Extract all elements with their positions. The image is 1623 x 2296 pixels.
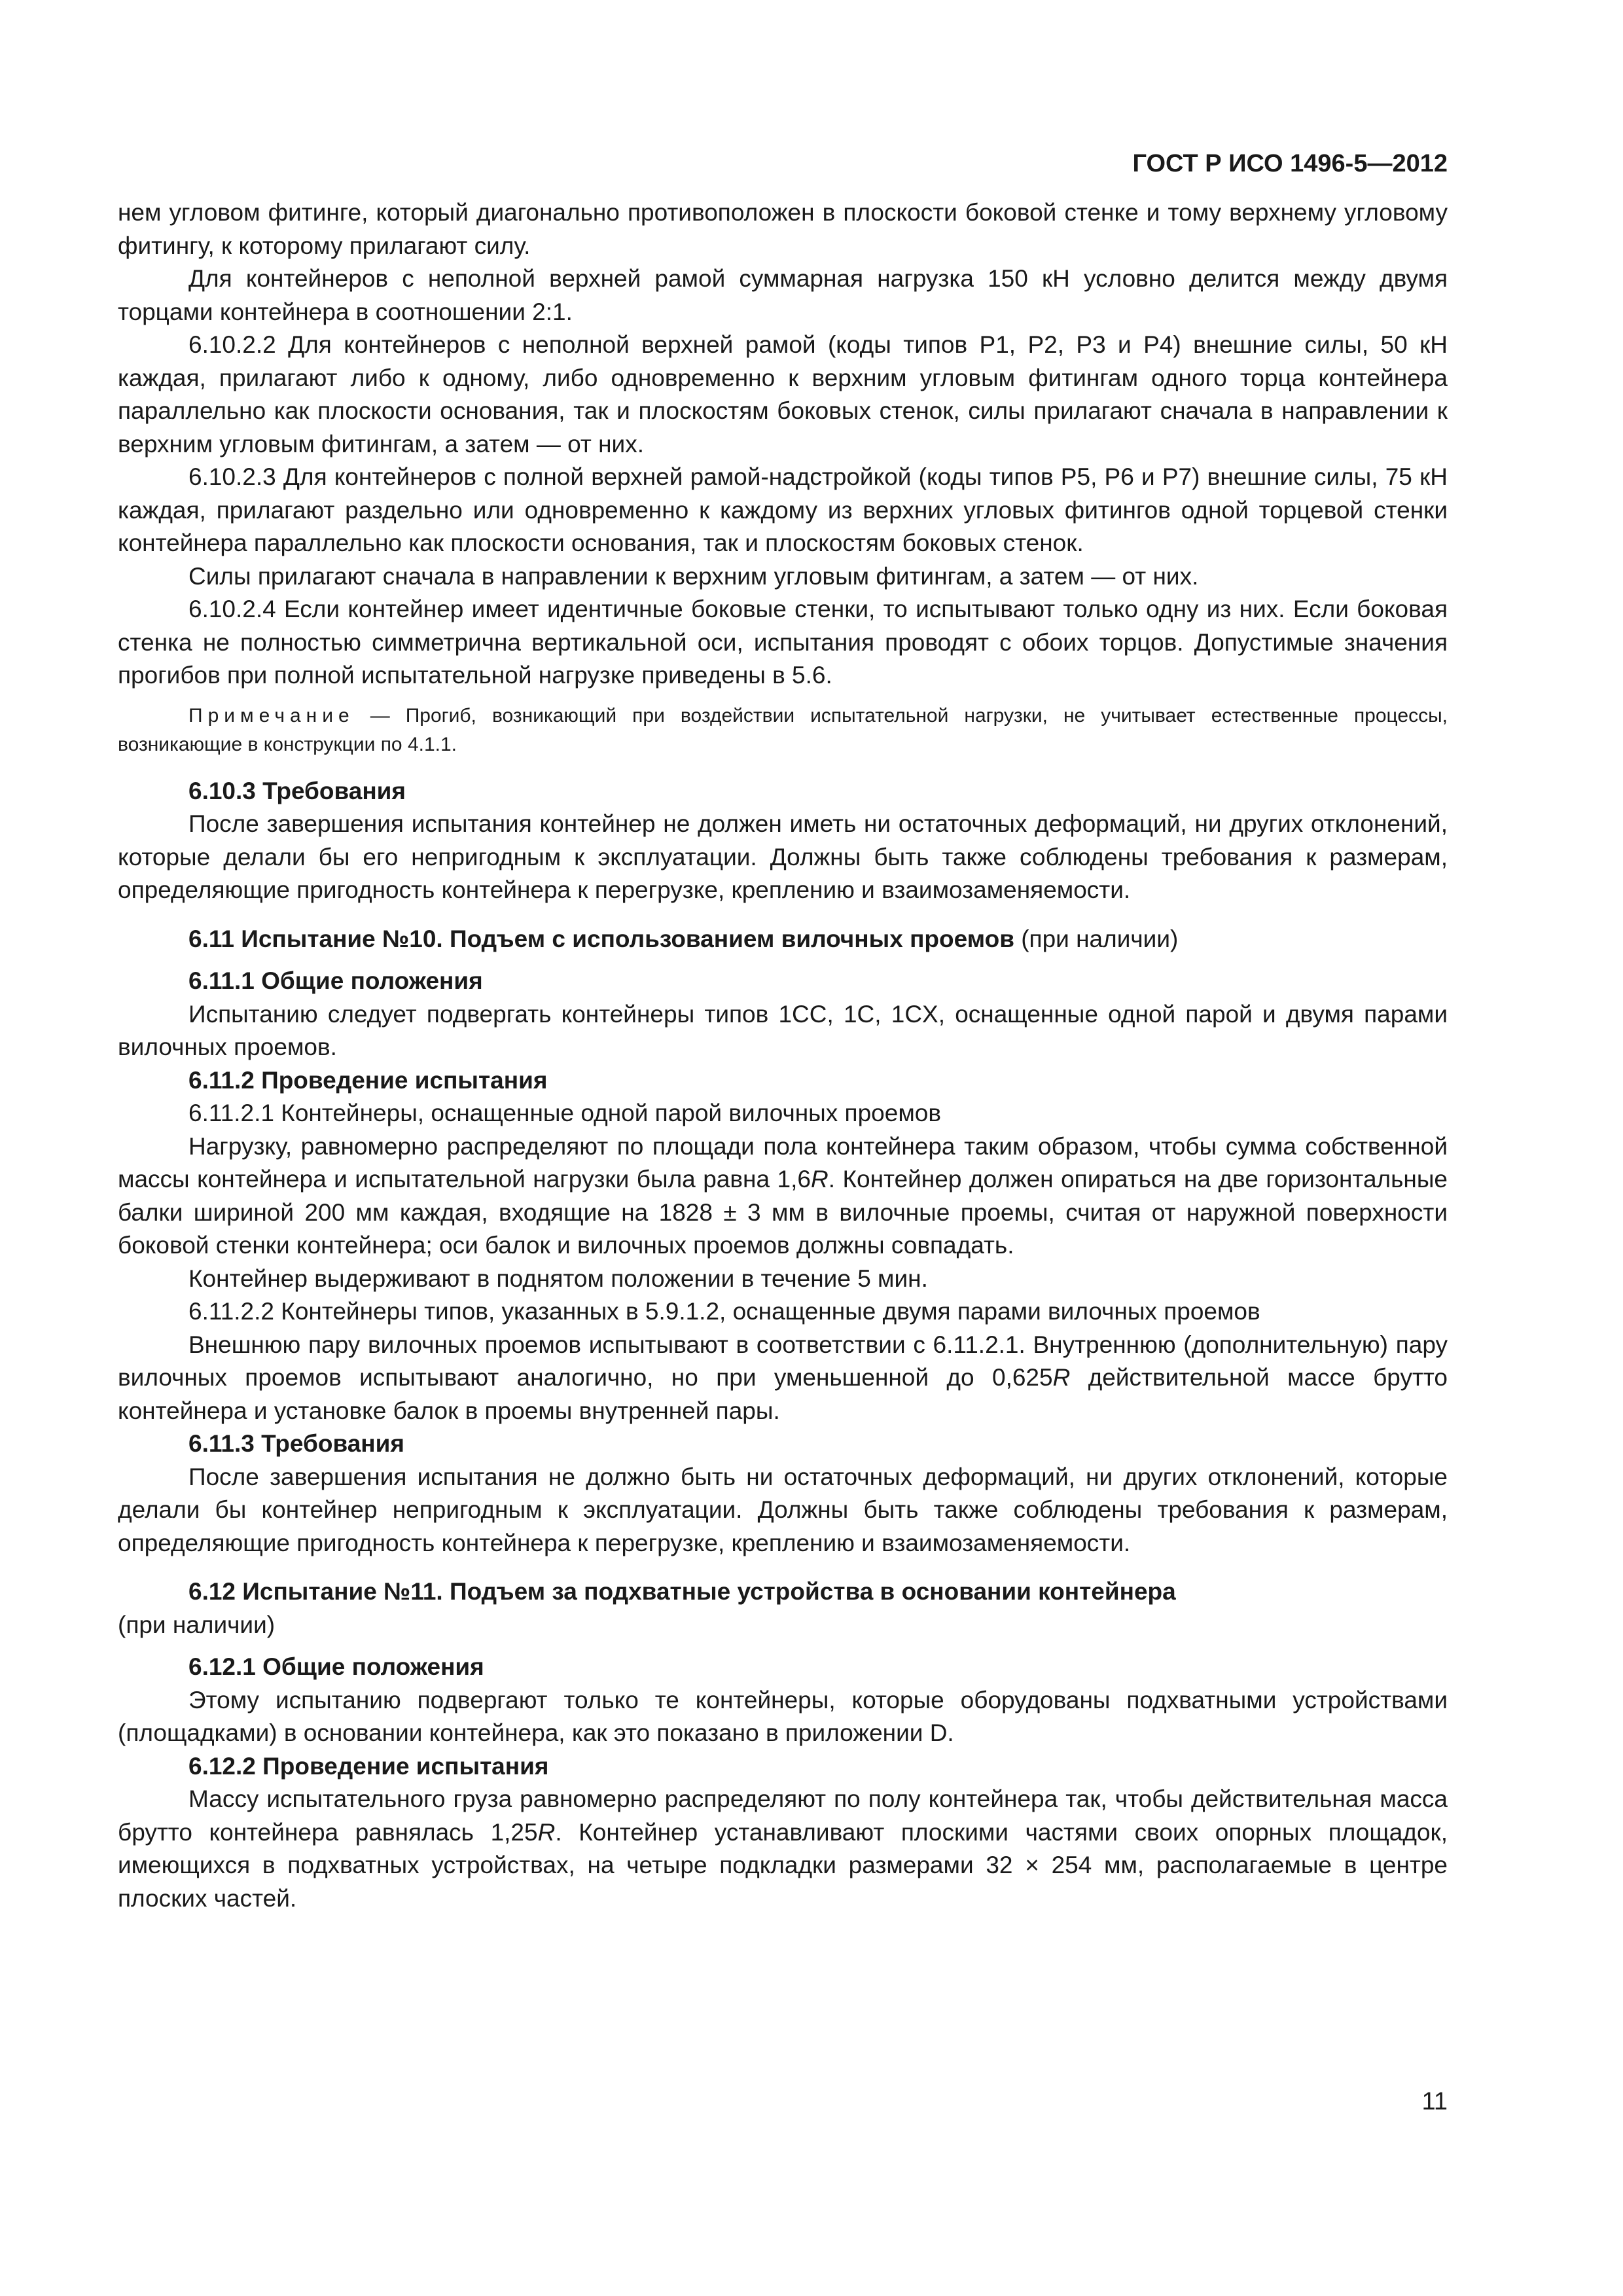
page-number: 11: [1421, 2088, 1448, 2115]
symbol-r: R: [1052, 1364, 1071, 1391]
document-body: [118, 196, 1448, 1915]
paragraph: Для контейнеров с неполной верхней рамой суммарная нагрузка 150 кН условно делится между двумя торцами контейнера в соотношении 2:1.: [118, 265, 1448, 325]
paragraph: 6.10.2.2 Для контейнеров с неполной верхней рамой (коды типов P1, P2, P3 и P4) внешние силы, 50 кН каждая, прилагают либо к одному, либо одновременно к верхним угловым фитингам одного торца контейнера параллельно как плоскости основания, так и плоскостям боковых стенок, силы прилагают сначала в направлении к верхним угловым фитингам, а затем — от них.: [118, 331, 1448, 457]
symbol-r: R: [537, 1818, 556, 1846]
section-heading: 6.11.2 Проведение испытания: [188, 1066, 548, 1094]
text-run: Массу испытательного груза равномерно распределяют по полу контейнера так, чтобы действительная масса брутто контейнера равнялась 1,25: [118, 1785, 1448, 1846]
section-heading: 6.12.1 Общие положения: [188, 1653, 484, 1680]
section-heading: 6.10.3 Требования: [188, 777, 406, 804]
section-heading: 6.12.2 Проведение испытания: [188, 1752, 549, 1780]
paragraph: [118, 1329, 1448, 1428]
paragraph: [118, 1783, 1448, 1915]
paragraph: Этому испытанию подвергают только те контейнеры, которые оборудованы подхватными устройствами (площадками) в основании контейнера, как это показано в приложении D.: [118, 1686, 1448, 1746]
text-run: Нагрузку, равномерно распределяют по площади пола контейнера таким образом, чтобы сумма собственной массы контейнера и испытательной нагрузки была равна 1,6: [118, 1132, 1448, 1193]
section-heading-title: 6.12 Испытание №11. Подъем за подхватные устройства в основании контейнера: [188, 1578, 1176, 1605]
note-label: Примечание: [188, 704, 355, 726]
section-heading: [118, 1575, 1448, 1641]
symbol-r: R: [810, 1166, 829, 1193]
document-header: ГОСТ Р ИСО 1496-5—2012: [1132, 150, 1448, 177]
section-heading: 6.11.1 Общие положения: [188, 967, 483, 994]
paragraph: нем угловом фитинге, который диагонально противоположен в плоскости боковой стенке и тому верхнему угловому фитингу, к которому прилагают силу.: [118, 199, 1448, 259]
note: [118, 702, 1448, 759]
paragraph: 6.11.2.2 Контейнеры типов, указанных в 5.9.1.2, оснащенные двумя парами вилочных проемов: [188, 1298, 1260, 1325]
text-run: Внешнюю пару вилочных проемов испытывают в соответствии с 6.11.2.1. Внутреннюю (дополнительную) пару вилочных проемов испытывают аналогично, но при уменьшенной до 0,625: [118, 1331, 1448, 1391]
text-run: . Контейнер устанавливают плоскими частями своих опорных площадок, имеющихся в подхватных устройствах, на четыре подкладки размерами 32 × 254 мм, располагаемые в центре плоских частей.: [118, 1818, 1448, 1912]
section-heading-title: 6.11 Испытание №10. Подъем с использованием вилочных проемов: [188, 925, 1014, 952]
note-text: — Прогиб, возникающий при воздействии испытательной нагрузки, не учитывает естественные процессы, возникающие в конструкции по 4.1.1.: [118, 704, 1448, 755]
text-run: действительной массе брутто контейнера и установке балок в проемы внутренней пары.: [118, 1364, 1448, 1424]
paragraph: [118, 1130, 1448, 1263]
section-heading: [118, 923, 1448, 956]
paragraph: Контейнер выдерживают в поднятом положении в течение 5 мин.: [188, 1265, 928, 1292]
paragraph: Силы прилагают сначала в направлении к верхним угловым фитингам, а затем — от них.: [188, 562, 1199, 590]
text-run: . Контейнер должен опираться на две горизонтальные балки шириной 200 мм каждая, входящие на 1828 ± 3 мм в вилочные проемы, считая от наружной поверхности боковой стенки контейнера; оси балок и вилочных проемов должны совпадать.: [118, 1166, 1448, 1259]
paragraph: 6.11.2.1 Контейнеры, оснащенные одной парой вилочных проемов: [188, 1100, 941, 1126]
section-heading: 6.11.3 Требования: [188, 1430, 404, 1457]
paragraph: 6.10.2.3 Для контейнеров с полной верхней рамой-надстройкой (коды типов P5, P6 и P7) внешние силы, 75 кН каждая, прилагают раздельно или одновременно к каждому из верхних угловых фитингов одной торцевой стенки контейнера параллельно как плоскости основания, так и плоскостям боковых стенок.: [118, 463, 1448, 556]
paragraph: Испытанию следует подвергать контейнеры типов 1CC, 1C, 1CX, оснащенные одной парой и двумя парами вилочных проемов.: [118, 1000, 1448, 1060]
paragraph: 6.10.2.4 Если контейнер имеет идентичные боковые стенки, то испытывают только одну из них. Если боковая стенка не полностью симметрична вертикальной оси, испытания проводят с обоих торцов. Допустимые значения прогибов при полной испытательной нагрузке приведены в 5.6.: [118, 596, 1448, 689]
section-heading-qualifier: (при наличии): [118, 1611, 276, 1638]
paragraph: После завершения испытания не должно быть ни остаточных деформаций, ни других отклонений, которые делали бы контейнер непригодным к эксплуатации. Должны быть также соблюдены требования к размерам, определяющие пригодность контейнера к перегрузке, креплению и взаимозаменяемости.: [118, 1463, 1448, 1556]
paragraph: После завершения испытания контейнер не должен иметь ни остаточных деформаций, ни других отклонений, которые делали бы его непригодным к эксплуатации. Должны быть также соблюдены требования к размерам, определяющие пригодность контейнера к перегрузке, креплению и взаимозаменяемости.: [118, 810, 1448, 903]
section-heading-qualifier: (при наличии): [1021, 925, 1179, 952]
